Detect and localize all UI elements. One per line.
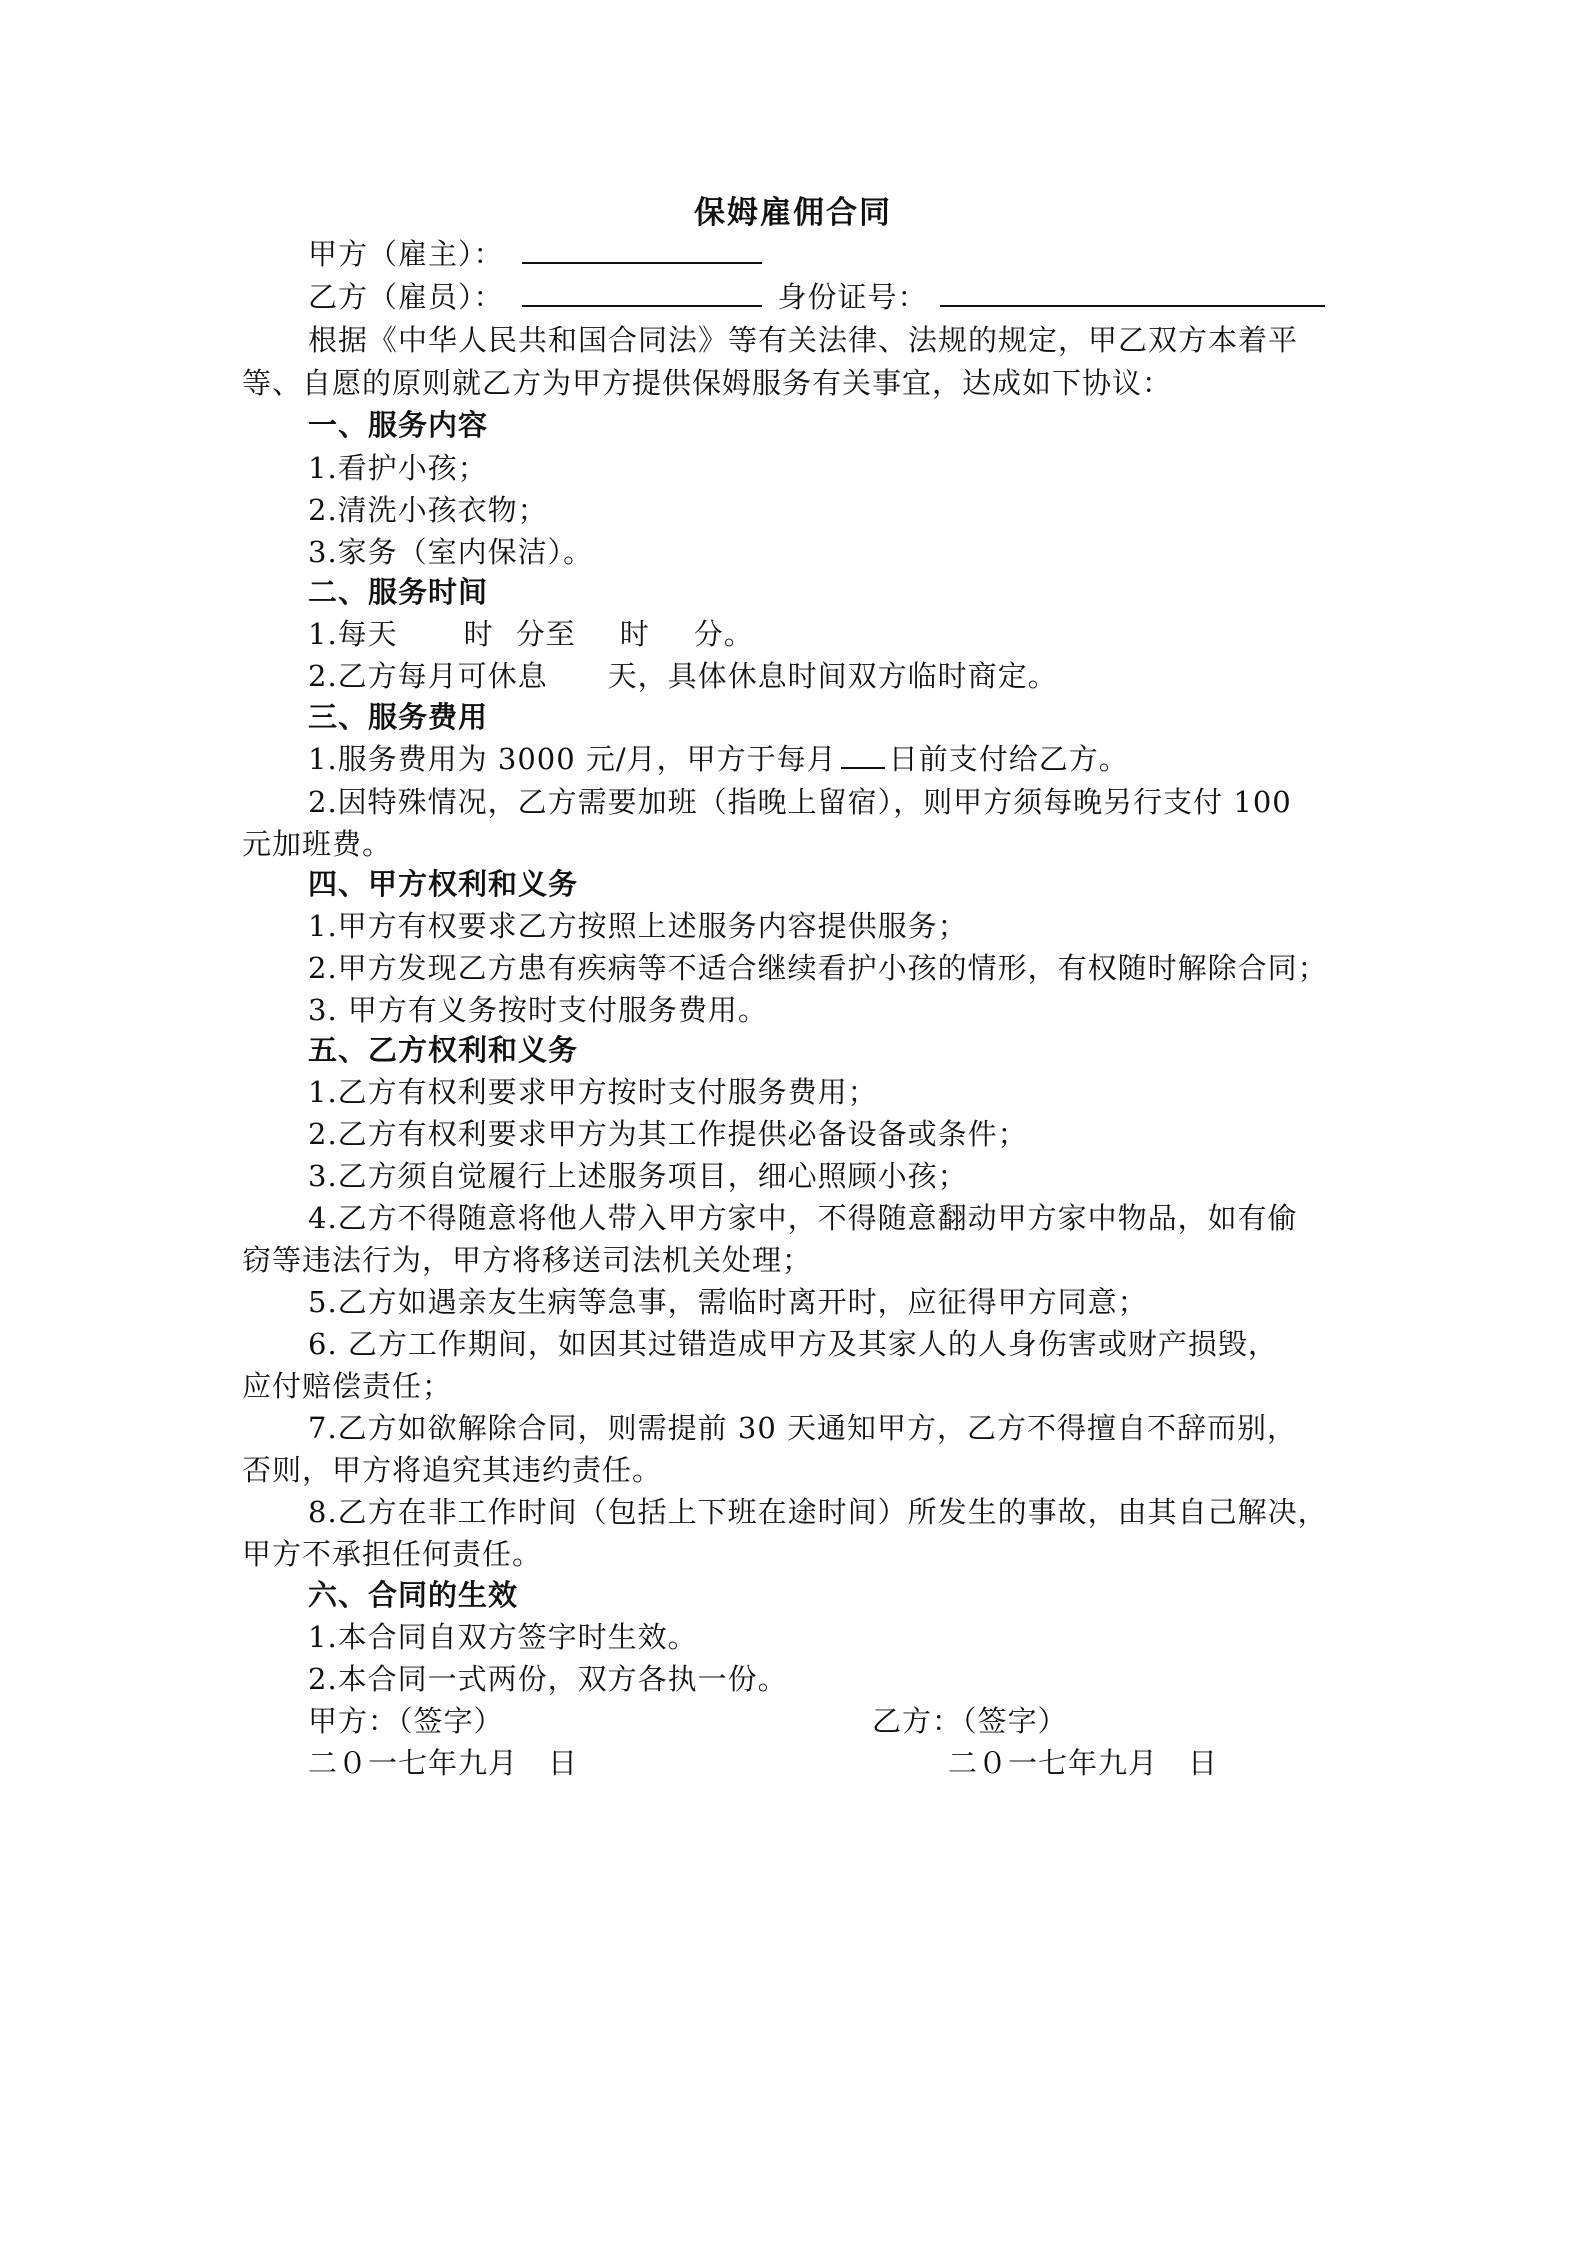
party-b-line [308,279,1325,315]
section-4-item-1: 1.甲方有权要求乙方按照上述服务内容提供服务； [308,909,968,943]
section-5-item-8-line-2: 甲方不承担任何责任。 [242,1537,543,1571]
section-3-item-2-line-2: 元加班费。 [242,827,393,861]
hour-label-2: 时 [619,617,650,651]
party-b-blank [522,279,762,307]
party-a-date-month: 二０一七年九月 [308,1746,519,1780]
rest-days-text: 天，具体休息时间双方临时商定。 [607,659,1058,693]
section-1-item-3: 3.家务（室内保洁）。 [308,535,594,569]
section-2-heading: 二、服务时间 [308,575,489,609]
page-title: 保姆雇佣合同 [694,195,892,231]
section-5-item-8-line-1: 8.乙方在非工作时间（包括上下班在途时间）所发生的事故，由其自己解决， [308,1495,1328,1529]
section-5-item-4-line-1: 4.乙方不得随意将他人带入甲方家中，不得随意翻动甲方家中物品，如有偷 [308,1201,1298,1235]
section-5-item-4-line-2: 窃等违法行为，甲方将移送司法机关处理； [242,1243,813,1277]
section-6-item-1: 1.本合同自双方签字时生效。 [308,1620,698,1654]
party-a-date [308,1745,578,1781]
section-2-item-2 [308,658,1058,694]
hour-label-1: 时 [463,617,494,651]
section-3-heading: 三、服务费用 [308,700,489,734]
party-b-date [948,1745,1218,1781]
section-1-item-2: 2.清洗小孩衣物； [308,493,548,527]
section-5-item-1: 1.乙方有权利要求甲方按时支付服务费用； [308,1075,878,1109]
section-5-item-7-line-2: 否则，甲方将追究其违约责任。 [242,1453,663,1487]
section-5-item-5: 5.乙方如遇亲友生病等急事，需临时离开时，应征得甲方同意； [308,1285,1148,1319]
section-4-item-3: 3. 甲方有义务按时支付服务费用。 [308,993,768,1027]
party-a-blank [522,236,762,264]
id-number-blank [940,279,1325,307]
section-5-item-7-line-1: 7.乙方如欲解除合同，则需提前 30 天通知甲方，乙方不得擅自不辞而别， [308,1411,1298,1445]
section-5-item-3: 3.乙方须自觉履行上述服务项目，细心照顾小孩； [308,1159,968,1193]
section-4-item-2: 2.甲方发现乙方患有疾病等不适合继续看护小孩的情形，有权随时解除合同； [308,951,1328,985]
section-3-item-1 [308,741,1129,777]
pay-day-blank [841,741,885,769]
fee-text-end: 日前支付给乙方。 [888,742,1129,776]
minute-label-2: 分。 [693,617,754,651]
fee-text: 1.服务费用为 3000 元/月，甲方于每月 [308,742,837,776]
section-5-item-6-line-1: 6. 乙方工作期间，如因其过错造成甲方及其家人的人身伤害或财产损毁， [308,1327,1278,1361]
party-a-line [308,236,762,272]
party-a-date-day: 日 [548,1746,579,1780]
section-6-heading: 六、合同的生效 [308,1578,519,1612]
party-a-signature: 甲方：（签字） [308,1704,504,1738]
section-1-item-1: 1.看护小孩； [308,451,488,485]
party-b-signature: 乙方：（签字） [872,1704,1068,1738]
minute-to-label: 分至 [515,617,576,651]
preamble-line-1: 根据《中华人民共和国合同法》等有关法律、法规的规定，甲乙双方本着平 [308,323,1299,357]
section-5-item-2: 2.乙方有权利要求甲方为其工作提供必备设备或条件； [308,1117,1028,1151]
party-a-label: 甲方（雇主）： [308,237,504,271]
party-b-date-month: 二０一七年九月 [948,1746,1159,1780]
section-4-heading: 四、甲方权利和义务 [308,867,579,901]
section-3-item-2-line-1: 2.因特殊情况，乙方需要加班（指晚上留宿），则甲方须每晚另行支付 100 [308,785,1292,819]
section-1-heading: 一、服务内容 [308,408,489,442]
id-label: 身份证号： [777,280,928,314]
preamble-line-2: 等、自愿的原则就乙方为甲方提供保姆服务有关事宜，达成如下协议： [242,366,1173,400]
section-2-item-1 [308,616,754,652]
daily-label: 1.每天 [308,617,398,651]
section-5-item-6-line-2: 应付赔偿责任； [242,1369,453,1403]
party-b-label: 乙方（雇员）： [308,280,504,314]
section-6-item-2: 2.本合同一式两份，双方各执一份。 [308,1662,788,1696]
party-b-date-day: 日 [1188,1746,1219,1780]
rest-days-label: 2.乙方每月可休息 [308,659,548,693]
section-5-heading: 五、乙方权利和义务 [308,1033,579,1067]
